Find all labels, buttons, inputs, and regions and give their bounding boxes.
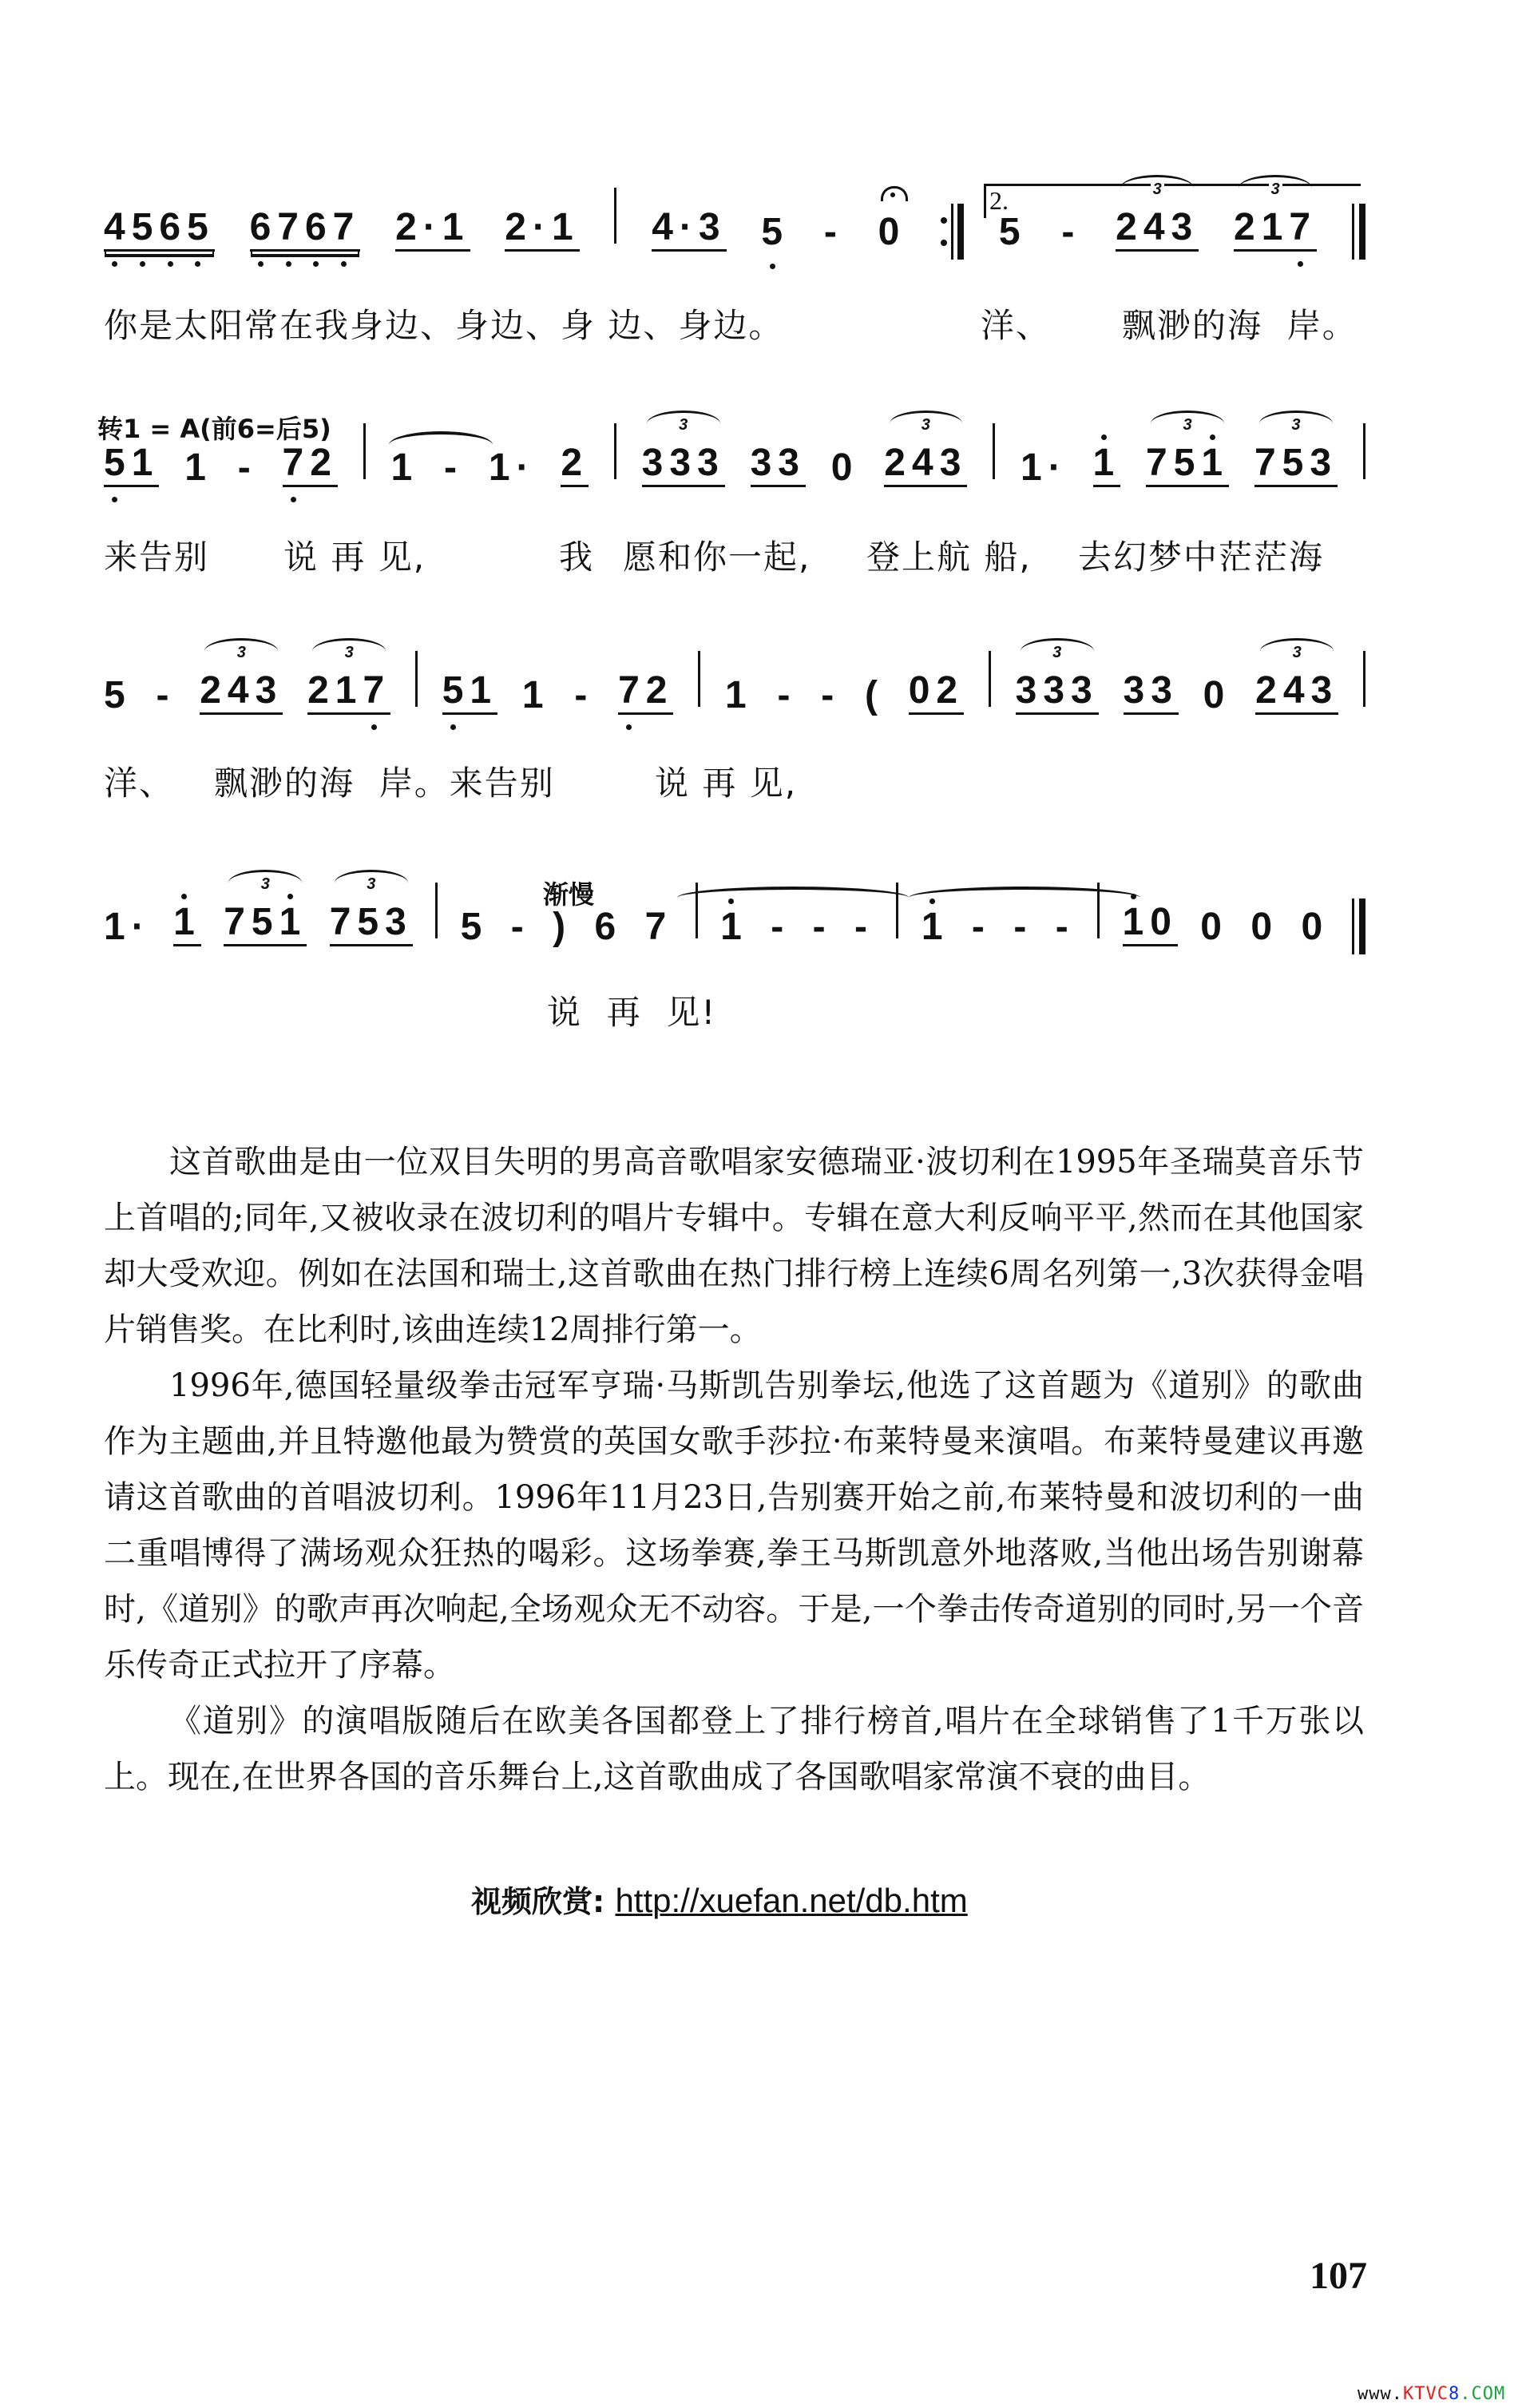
- note-text: 5: [104, 674, 132, 716]
- note-text: -: [821, 674, 841, 716]
- notes: [1093, 444, 1121, 487]
- watermark-part: KTV: [1402, 2384, 1437, 2404]
- triplet-number: 3: [1181, 416, 1195, 434]
- note-group: [156, 651, 175, 723]
- low-octave-dot: [371, 724, 377, 730]
- notes: [522, 676, 550, 715]
- note-text: (: [864, 674, 884, 716]
- notes: [561, 444, 589, 487]
- notation-line-1: [104, 172, 1365, 260]
- notes: [200, 644, 283, 715]
- note-group: [522, 651, 550, 723]
- note-group: [831, 423, 859, 495]
- note-group: [854, 883, 874, 954]
- note-text: 02: [908, 669, 965, 712]
- lyric: 我: [559, 538, 595, 577]
- notes: [922, 908, 949, 946]
- triplet-mark: [1021, 638, 1094, 664]
- note-group: [751, 423, 806, 495]
- note-group: [1302, 883, 1330, 954]
- note-text: 10: [1122, 901, 1178, 943]
- note-group: [922, 883, 949, 954]
- note-group: [224, 875, 307, 954]
- note-group: [1203, 651, 1231, 723]
- notes: [1255, 644, 1339, 715]
- note-text: 2·1: [395, 206, 470, 248]
- notes: [237, 446, 257, 489]
- key-change-mark: 转1 = A(前6=后5): [97, 414, 331, 444]
- lyric: 来告别: [104, 538, 210, 577]
- triplet-mark: [1239, 175, 1312, 201]
- note-group: [444, 423, 463, 495]
- note-group: [1124, 651, 1179, 723]
- note-group: [813, 883, 832, 954]
- lyric: 你是太阳常在我身边、身边、身 边、身边。: [104, 306, 784, 345]
- note-group: [720, 883, 748, 954]
- video-link[interactable]: http://xuefan.net/db.htm: [615, 1882, 968, 1919]
- note-group: [250, 188, 361, 260]
- notes: [104, 208, 215, 252]
- note-text: -: [1013, 906, 1033, 948]
- note-group: [200, 644, 283, 723]
- notes: [720, 908, 748, 946]
- watermark-logo: [1358, 2384, 1505, 2404]
- note-text: 72: [618, 669, 674, 712]
- note-text: -: [823, 211, 843, 253]
- barline: [696, 883, 698, 938]
- notes: [1234, 181, 1318, 252]
- note-group: [561, 423, 589, 495]
- notes: [1056, 908, 1075, 946]
- note-text: 0: [878, 211, 906, 253]
- note-group: [395, 188, 470, 260]
- note-group: [1234, 181, 1318, 260]
- note-text: 5: [761, 211, 790, 253]
- page-number: 107: [1310, 2255, 1367, 2297]
- triplet-number: 3: [1289, 416, 1302, 434]
- note-group: [553, 883, 572, 954]
- triplet-number: 3: [259, 875, 272, 893]
- note-group: [1146, 416, 1230, 495]
- note-group: [1200, 883, 1228, 954]
- note-text: 2: [561, 442, 589, 484]
- note-group: [238, 423, 257, 495]
- note-group: [884, 416, 968, 495]
- note-text: 1: [1092, 442, 1121, 484]
- note-group: [184, 423, 212, 495]
- notation-line-2: [104, 407, 1365, 495]
- triplet-mark: [335, 870, 408, 896]
- note-text: -: [777, 674, 797, 716]
- volta-label: 2.: [989, 186, 1009, 215]
- note-text: -: [1055, 906, 1075, 948]
- notes: [224, 875, 307, 946]
- triplet-number: 3: [343, 644, 356, 661]
- notes: [771, 908, 790, 946]
- low-octave-dot: [626, 724, 632, 730]
- low-octave-dot: [286, 261, 291, 267]
- notes: [813, 908, 832, 946]
- triplet-number: 3: [919, 416, 933, 434]
- notes: [878, 213, 906, 252]
- notes: [1116, 181, 1199, 252]
- note-text: -: [854, 906, 874, 948]
- notes: [173, 903, 201, 946]
- note-group: [618, 651, 673, 723]
- note-text: 4·3: [652, 206, 727, 248]
- triplet-number: 3: [1290, 644, 1304, 661]
- note-group: [1123, 883, 1178, 954]
- note-group: [1021, 423, 1068, 495]
- notes: [1146, 416, 1230, 487]
- triplet-mark: [204, 638, 278, 664]
- note-group: [104, 651, 132, 723]
- note-text: 5: [998, 211, 1027, 253]
- note-text: 1: [173, 901, 201, 943]
- high-octave-dot: [181, 894, 187, 899]
- notes: [618, 669, 674, 715]
- note-text: 243: [1116, 206, 1199, 248]
- high-octave-dot: [1210, 434, 1215, 440]
- notes: [777, 676, 796, 715]
- final-barline: [1352, 899, 1365, 954]
- note-text: -: [812, 906, 832, 948]
- notes: [999, 213, 1027, 252]
- notes: [645, 908, 673, 946]
- note-text: -: [156, 674, 176, 716]
- note-group: [761, 188, 789, 260]
- notes: [824, 213, 843, 252]
- note-text: 0: [1200, 906, 1228, 948]
- triplet-mark: [1151, 411, 1224, 437]
- note-text: 243: [200, 669, 283, 712]
- note-group: [1255, 644, 1339, 723]
- barline: [1097, 883, 1100, 938]
- barline: [698, 651, 700, 707]
- note-group: [1250, 883, 1278, 954]
- note-group: [1013, 883, 1033, 954]
- repeat-dots: [941, 217, 947, 246]
- note-text: ): [553, 906, 573, 948]
- low-octave-dot: [258, 261, 264, 267]
- notes: [972, 908, 991, 946]
- note-group: [652, 188, 726, 260]
- notes: [307, 644, 391, 715]
- note-group: [442, 651, 497, 723]
- note-text: 1: [921, 906, 949, 948]
- lyric: 飘渺的海 岸。: [1122, 306, 1358, 345]
- low-octave-dot: [450, 724, 456, 730]
- triplet-number: 3: [676, 416, 690, 434]
- lyric: 说 再 见,: [283, 538, 426, 577]
- note-text: 33: [1123, 669, 1179, 712]
- note-group: [972, 883, 991, 954]
- note-text: 333: [641, 442, 725, 484]
- note-text: 217: [1234, 206, 1318, 248]
- notes: [505, 208, 579, 252]
- note-text: 0: [1250, 906, 1279, 948]
- repeat-end-sign: [941, 204, 964, 260]
- low-octave-dot: [313, 261, 319, 267]
- notes: [1200, 908, 1228, 946]
- notes: [908, 669, 965, 715]
- notes: [250, 208, 361, 252]
- barline: [989, 651, 991, 707]
- watermark-part: C: [1437, 2384, 1449, 2404]
- final-barline: [1352, 204, 1365, 260]
- notes: [511, 908, 530, 946]
- high-octave-dot: [728, 899, 734, 904]
- notes: [595, 908, 623, 946]
- notes: [184, 446, 212, 489]
- note-group: [865, 651, 884, 723]
- note-text: 6: [594, 906, 623, 948]
- notes: [1021, 446, 1068, 489]
- note-text: 1: [390, 446, 419, 489]
- note-text: 751: [1146, 442, 1230, 484]
- note-text: -: [574, 674, 594, 716]
- notes: [821, 676, 840, 715]
- notes: [488, 446, 536, 489]
- notes: [1123, 669, 1179, 715]
- low-octave-dot: [168, 261, 173, 267]
- note-group: [878, 188, 906, 260]
- note-text: 333: [1015, 669, 1099, 712]
- note-text: 4565: [104, 206, 215, 248]
- notes: [854, 908, 874, 946]
- note-text: 1: [184, 446, 212, 489]
- triplet-mark: [890, 411, 963, 437]
- note-text: 51: [442, 669, 498, 712]
- note-text: 1: [521, 674, 550, 716]
- note-group: [1015, 644, 1099, 723]
- note-group: [391, 423, 419, 495]
- lyric: 登上航 船,: [866, 538, 1032, 577]
- note-text: 1: [720, 906, 748, 948]
- lyric: 洋、: [981, 306, 1052, 345]
- note-group: [1061, 188, 1080, 260]
- lyric: 说 再 见!: [547, 993, 717, 1032]
- notes: [652, 208, 726, 252]
- note-group: [329, 875, 413, 954]
- note-group: [595, 883, 623, 954]
- note-text: 751: [224, 901, 307, 943]
- note-group: [574, 651, 593, 723]
- watermark-part: www.: [1358, 2384, 1403, 2404]
- notes: [104, 908, 151, 946]
- notes: [395, 208, 470, 252]
- notes: [1302, 908, 1330, 946]
- barline: [614, 188, 616, 244]
- triplet-mark: [1120, 175, 1194, 201]
- lyric: 说 再 见,: [655, 764, 798, 803]
- note-group: [1116, 181, 1199, 260]
- video-label: 视频欣赏:: [471, 1884, 605, 1919]
- barline: [614, 423, 616, 479]
- video-link-row: [471, 1877, 968, 1921]
- note-group: [1056, 883, 1075, 954]
- notes: [1203, 676, 1231, 715]
- low-octave-dot: [341, 261, 347, 267]
- watermark-part: .COM: [1460, 2384, 1506, 2404]
- notation-line-3: [104, 635, 1365, 723]
- note-text: 243: [884, 442, 968, 484]
- note-group: [1254, 416, 1338, 495]
- triplet-mark: [1260, 638, 1334, 664]
- lyric: 飘渺的海 岸。来告别: [214, 764, 555, 803]
- note-text: 1: [725, 674, 753, 716]
- note-group: [489, 423, 536, 495]
- notes: [865, 676, 884, 715]
- note-group: [505, 188, 579, 260]
- fermata-icon: [881, 186, 908, 201]
- notes: [283, 444, 338, 487]
- note-text: 243: [1255, 669, 1339, 712]
- note-text: 1·: [1021, 446, 1068, 489]
- triplet-mark: [647, 411, 720, 437]
- note-group: [821, 651, 840, 723]
- note-text: 0: [1203, 674, 1231, 716]
- triplet-number: 3: [364, 875, 378, 893]
- note-text: -: [237, 446, 257, 489]
- notes: [329, 875, 413, 946]
- barline: [435, 883, 438, 938]
- high-octave-dot: [1131, 894, 1136, 899]
- note-group: [104, 883, 151, 954]
- low-octave-dot: [195, 261, 200, 267]
- barline: [415, 651, 418, 707]
- paragraph: 这首歌曲是由一位双目失明的男高音歌唱家安德瑞亚·波切利在1995年圣瑞莫音乐节上首唱的;同年,又被收录在波切利的唱片专辑中。专辑在意大利反响平平,然而在其他国家却大受欢迎。例如在法国和瑞士,这首歌曲在热门排行榜上连续6周名列第一,3次获得金唱片销售奖。在比利时,该曲连续12周排行第一。: [104, 1144, 1364, 1348]
- paragraph: 1996年,德国轻量级拳击冠军亨瑞·马斯凯告别拳坛,他选了这首题为《道别》的歌曲作为主题曲,并且特邀他最为赞赏的英国女歌手莎拉·布莱特曼来演唱。布莱特曼建议再邀请这首歌曲的首唱波切利。1996年11月23日,告别赛开始之前,布莱特曼和波切利的一曲二重唱博得了满场观众狂热的喝彩。这场拳赛,拳王马斯凯意外地落败,当他出场告别谢幕时,《道别》的歌声再次响起,全场观众无不动容。于是,一个拳击传奇道别的同时,另一个音乐传奇正式拉开了序幕。: [104, 1367, 1364, 1684]
- notes: [444, 446, 464, 489]
- triplet-number: 3: [235, 644, 248, 661]
- barline: [1363, 651, 1365, 707]
- note-group: [725, 651, 753, 723]
- triplet-mark: [228, 870, 302, 896]
- high-octave-dot: [929, 899, 935, 904]
- notes: [390, 446, 419, 489]
- lyric: 愿和你一起,: [623, 538, 811, 577]
- notes: [884, 416, 968, 487]
- tempo-mark: 渐慢: [543, 879, 595, 910]
- watermark-part: 8: [1448, 2384, 1461, 2404]
- note-text: 6767: [249, 206, 361, 248]
- low-octave-dot: [140, 261, 145, 267]
- note-text: 753: [329, 901, 413, 943]
- note-text: 72: [282, 442, 338, 484]
- notes: [1015, 644, 1099, 715]
- barline: [993, 423, 995, 479]
- note-group: [1093, 423, 1121, 495]
- notes: [156, 676, 175, 715]
- note-group: [999, 188, 1027, 260]
- note-text: 753: [1254, 442, 1338, 484]
- high-octave-dot: [1101, 434, 1107, 440]
- triplet-number: 3: [1269, 181, 1282, 198]
- note-group: [283, 423, 338, 495]
- note-text: -: [510, 906, 530, 948]
- paragraph: 《道别》的演唱版随后在欧美各国都登上了排行榜首,唱片在全球销售了1千万张以上。现在,在世界各国的音乐舞台上,这首歌曲成了各国歌唱家常演不衰的曲目。: [104, 1703, 1364, 1795]
- note-text: 217: [307, 669, 391, 712]
- note-text: 51: [104, 442, 160, 484]
- lyric: 洋、: [104, 764, 175, 803]
- note-text: 0: [830, 446, 859, 489]
- note-text: 33: [750, 442, 806, 484]
- low-octave-dot: [770, 264, 775, 269]
- notes: [1250, 908, 1278, 946]
- barline: [896, 883, 898, 938]
- notes: [761, 213, 789, 252]
- note-group: [641, 416, 725, 495]
- notes: [725, 676, 753, 715]
- notes: [553, 908, 572, 946]
- notes: [1013, 908, 1033, 946]
- low-octave-dot: [1298, 261, 1303, 267]
- triplet-mark: [312, 638, 386, 664]
- note-group: [777, 651, 796, 723]
- note-text: -: [771, 906, 791, 948]
- note-text: 1·: [488, 446, 536, 489]
- note-text: -: [971, 906, 991, 948]
- note-group: [173, 883, 201, 954]
- high-octave-dot: [287, 894, 293, 899]
- notes: [104, 676, 132, 715]
- lyric: 去幻梦中茫茫海: [1078, 538, 1325, 577]
- note-group: [909, 651, 964, 723]
- notes: [751, 444, 806, 487]
- note-text: 2·1: [505, 206, 580, 248]
- triplet-mark: [1259, 411, 1333, 437]
- notes: [830, 446, 859, 489]
- note-text: -: [1061, 211, 1081, 253]
- note-group: [771, 883, 790, 954]
- low-octave-dot: [112, 497, 117, 502]
- article-body: [104, 1134, 1364, 1805]
- notes: [1254, 416, 1338, 487]
- note-group: [104, 188, 215, 260]
- note-group: [104, 423, 159, 495]
- note-group: [461, 883, 489, 954]
- notes: [461, 908, 489, 946]
- triplet-number: 3: [1050, 644, 1064, 661]
- notes: [574, 676, 593, 715]
- notes: [1061, 213, 1080, 252]
- barline: [363, 423, 366, 479]
- low-octave-dot: [112, 261, 117, 267]
- note-group: [824, 188, 843, 260]
- notes: [1123, 903, 1178, 946]
- note-group: [307, 644, 391, 723]
- note-text: 5: [460, 906, 489, 948]
- note-text: 7: [644, 906, 673, 948]
- note-text: 0: [1301, 906, 1330, 948]
- note-group: [645, 883, 673, 954]
- barline: [1363, 423, 1365, 479]
- triplet-number: 3: [1151, 181, 1164, 198]
- notes: [104, 444, 159, 487]
- note-text: 1·: [104, 906, 151, 948]
- note-group: [511, 883, 530, 954]
- notes: [641, 416, 725, 487]
- note-text: -: [444, 446, 464, 489]
- notation-line-4: [104, 867, 1365, 954]
- notes: [442, 669, 498, 715]
- low-octave-dot: [291, 497, 296, 502]
